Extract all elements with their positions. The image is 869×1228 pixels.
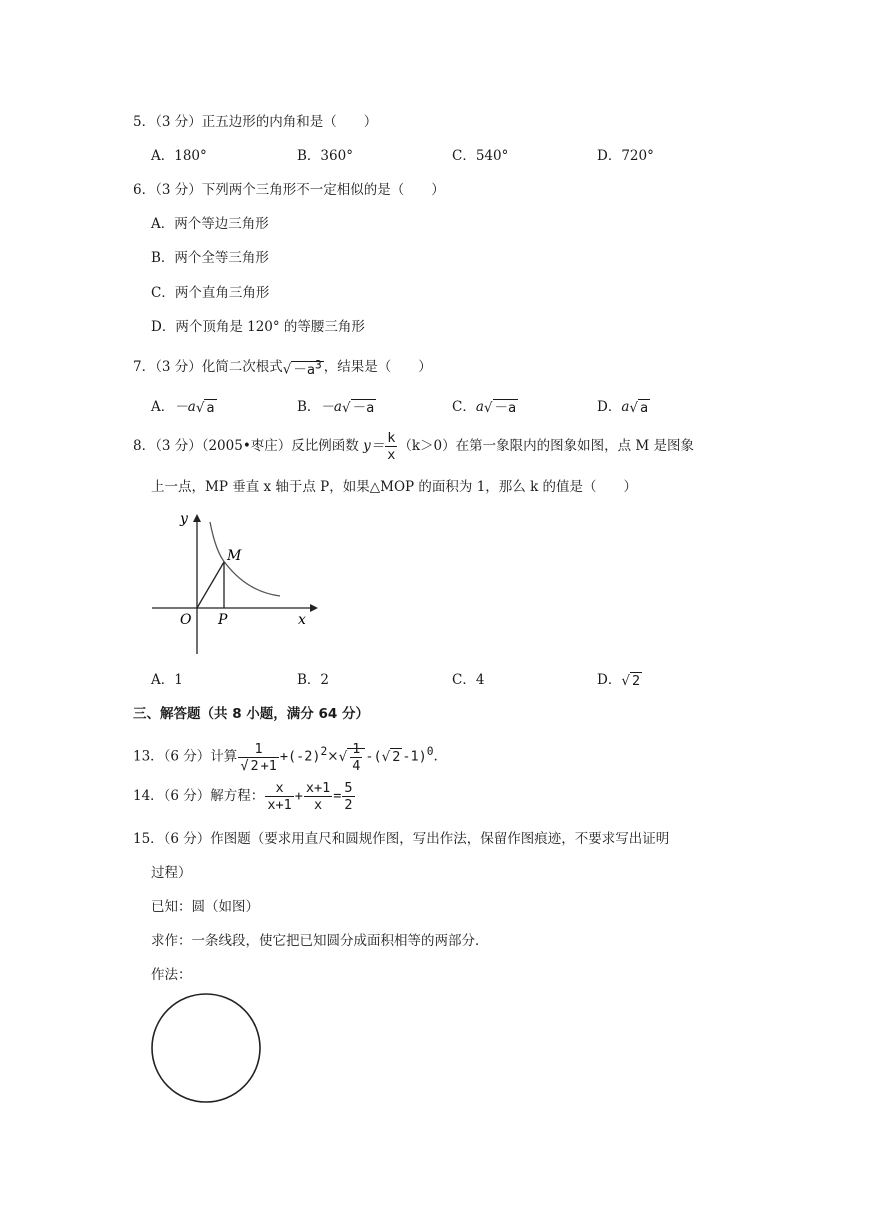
x-axis-arrow <box>310 604 318 612</box>
segment-om <box>197 562 224 608</box>
q7-option-d-label: D． <box>597 399 622 415</box>
q15-given: 已知：圆（如图） <box>151 899 259 915</box>
q5-option-a: A．180° <box>151 148 207 164</box>
q7-option-d-coef: a <box>621 399 630 415</box>
q13-term2: +(-2) <box>279 748 321 765</box>
q7-option-a-coef: －a <box>174 399 196 415</box>
q8-option-d-label: D． <box>597 672 622 688</box>
q7-option-b-radicand: －a <box>352 399 375 416</box>
q13-frac1-den-tail: +1 <box>260 757 277 774</box>
q6-option-a: A．两个等边三角形 <box>151 216 269 232</box>
q7-stem-before: 7．（3 分）化简二次根式 <box>133 358 283 375</box>
q15-circle-figure <box>148 990 264 1106</box>
q7-option-d: D．a√ a <box>597 399 649 416</box>
q8-option-d: D．√ 2 <box>597 672 641 689</box>
q8-option-b: B．2 <box>297 672 330 688</box>
q14-frac2-num: x+1 <box>305 780 331 796</box>
q15-line1: 15．（6 分）作图题（要求用直尺和圆规作图，写出作法，保留作图痕迹，不要求写出证明 <box>133 831 670 847</box>
q7-stem <box>133 355 432 380</box>
point-p-label: P <box>218 612 228 628</box>
q8-frac-num: k <box>387 430 396 446</box>
q13-root-num: 1 <box>352 741 361 757</box>
given-circle <box>152 994 260 1102</box>
q8-frac-den: x <box>387 447 396 463</box>
q7-option-a: A．－a√ a <box>151 399 215 416</box>
q13-prefix: 13．（6 分）计算 <box>133 748 238 765</box>
q13-frac1-den-radicand: 2 <box>250 757 259 774</box>
q5-option-c: C．540° <box>452 148 509 164</box>
q7-option-d-radicand: a <box>640 399 649 416</box>
q7-option-c-radicand: －a <box>494 399 517 416</box>
q13-term4-exp: 0 <box>426 745 434 758</box>
section-3-title: 三、解答题（共 8 小题，满分 64 分） <box>133 706 369 722</box>
q8-stem-part2: （k＞0）在第一象限内的图象如图，点 M 是图象 <box>398 438 695 454</box>
q13-frac1-num: 1 <box>238 741 279 758</box>
q7-option-c: C．a√ －a <box>452 399 517 416</box>
q14-line <box>133 778 356 814</box>
q8-option-d-radicand: 2 <box>631 672 641 689</box>
q8-stem-line1 <box>133 430 694 463</box>
q7-radical: √ $-a^3$ <box>282 358 322 378</box>
q13-term4-radicand: 2 <box>392 749 401 765</box>
q8-option-a: A．1 <box>151 672 183 688</box>
q8-option-c: C．4 <box>452 672 485 688</box>
q7-option-c-coef: a <box>475 399 484 415</box>
y-axis-label: y <box>180 511 188 527</box>
q13-frac1-den: √ 2 +1 <box>240 757 277 774</box>
q8-stem-line2: 上一点，MP 垂直 x 轴于点 P，如果△MOP 的面积为 1，那么 k 的值是（ ） <box>151 479 638 495</box>
q14-prefix: 14．（6 分）解方程： <box>133 788 265 804</box>
q7-option-b: B．－a√ －a <box>297 399 375 416</box>
q5-option-d: D．720° <box>597 148 654 164</box>
q7-option-b-label: B． <box>297 399 321 415</box>
q7-option-a-label: A． <box>151 399 175 415</box>
hyperbola-curve <box>210 522 280 596</box>
q13-term2-exp: 2 <box>320 745 328 758</box>
q14-frac3-num: 5 <box>344 780 353 796</box>
point-m-label: M <box>227 548 242 564</box>
y-axis-arrow <box>193 514 201 522</box>
q13-times: × <box>327 748 339 765</box>
q14-frac1-den: x+1 <box>267 797 292 813</box>
q6-option-b: B．两个全等三角形 <box>151 250 269 266</box>
q13-line: 13．（6 分）计算 $\frac{1}{√ 2 +1}$ $+(-2)^2\times√$ $\frac{1}{4}$ -(√ 2 -1)$^0$. <box>133 733 438 776</box>
q13-root-den: 4 <box>352 758 361 774</box>
q15-ask: 求作：一条线段，使它把已知圆分成面积相等的两部分． <box>151 933 489 949</box>
q13-term4-close: -1) <box>402 748 427 765</box>
q14-plus: + <box>294 788 303 804</box>
q13-root: √ $\frac{1}{4}$ <box>339 738 366 776</box>
q6-stem: 6．（3 分）下列两个三角形不一定相似的是（ ） <box>133 182 445 198</box>
q14-frac2-den: x <box>313 797 323 813</box>
q15-line2: 过程） <box>151 865 192 881</box>
q6-option-c: C．两个直角三角形 <box>151 285 270 301</box>
q13-end: . <box>433 748 438 765</box>
q7-radicand: －a <box>293 361 315 378</box>
q14-equals: = <box>333 788 342 804</box>
q14-frac3-den: 2 <box>344 797 353 813</box>
q13-frac1 <box>238 741 279 774</box>
q5-stem: 5．（3 分）正五边形的内角和是（ ） <box>133 114 378 130</box>
q14-frac1-num: x <box>265 780 293 797</box>
q7-option-b-coef: －a <box>320 399 342 415</box>
x-axis-label: x <box>298 612 306 628</box>
q8-fraction <box>385 430 397 463</box>
q8-graph <box>148 508 323 658</box>
q7-option-c-label: C． <box>452 399 476 415</box>
q5-option-b: B．360° <box>297 148 353 164</box>
q8-y-equals: y＝ <box>363 438 385 454</box>
q7-exponent: 3 <box>314 358 322 371</box>
q6-option-d: D．两个顶角是 120° 的等腰三角形 <box>151 319 365 335</box>
q8-stem-part1: 8．（3 分）（2005•枣庄）反比例函数 <box>133 438 364 454</box>
q7-option-a-radicand: a <box>206 399 215 416</box>
origin-label: O <box>180 612 192 628</box>
q15-method: 作法： <box>151 967 192 983</box>
q13-term4-open: -( <box>365 748 382 765</box>
q7-stem-after: ，结果是（ ） <box>323 358 432 375</box>
